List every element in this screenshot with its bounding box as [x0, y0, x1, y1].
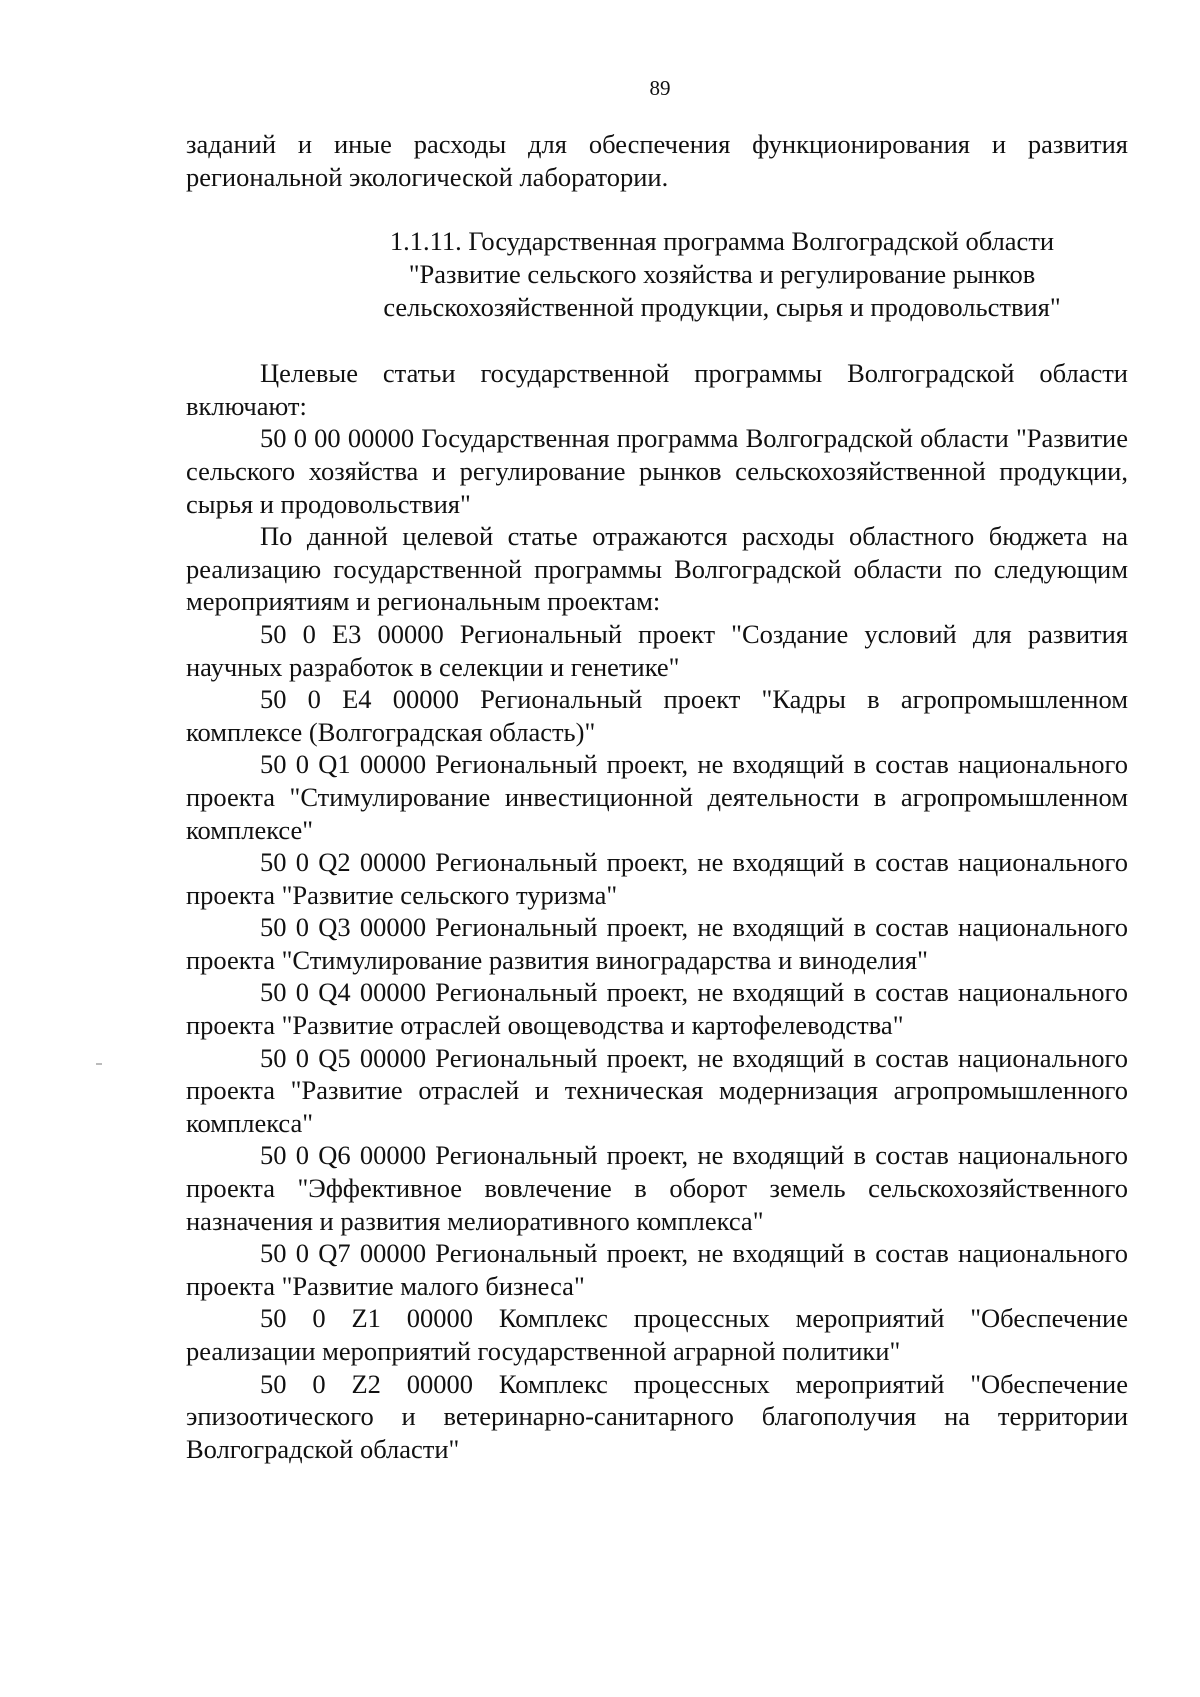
target-article-paragraph: 50 0 Q7 00000 Региональный проект, не входящий в состав национального проекта "Развитие малого бизнеса"	[186, 1238, 1128, 1301]
target-article-paragraph: 50 0 Z1 00000 Комплекс процессных мероприятий "Обеспечение реализации мероприятий государственной аграрной политики"	[186, 1303, 1128, 1366]
section-heading-line: "Развитие сельского хозяйства и регулирование рынков	[408, 259, 1036, 290]
target-article-paragraph: 50 0 Z2 00000 Комплекс процессных мероприятий "Обеспечение эпизоотического и ветеринарно-санитарного благополучия на территории Волгоградской области"	[186, 1368, 1128, 1464]
target-article-paragraph: 50 0 Q1 00000 Региональный проект, не входящий в состав национального проекта "Стимулирование инвестиционной деятельности в агропромышленном комплексе"	[186, 749, 1128, 845]
section-heading	[186, 225, 1128, 324]
section-heading-line: 1.1.11. Государственная программа Волгоградской области	[389, 226, 1055, 257]
target-article-paragraph: 50 0 Q5 00000 Региональный проект, не входящий в состав национального проекта "Развитие отраслей и техническая модернизация агропромышленного комплекса"	[186, 1042, 1128, 1138]
target-article-paragraph: 50 0 Q3 00000 Региональный проект, не входящий в состав национального проекта "Стимулирование развития виноградарства и виноделия"	[186, 912, 1128, 975]
scan-margin-mark	[96, 1063, 102, 1065]
page-number: 89	[649, 76, 671, 100]
intro-paragraph: заданий и иные расходы для обеспечения функционирования и развития региональной экологической лаборатории.	[186, 129, 1128, 192]
target-article-paragraph: 50 0 Q6 00000 Региональный проект, не входящий в состав национального проекта "Эффективное вовлечение в оборот земель сельскохозяйственного назначения и развития мелиоративного комплекса"	[186, 1140, 1128, 1236]
body-paragraph: Целевые статьи государственной программы Волгоградской области включают:	[186, 358, 1128, 421]
page-body	[186, 128, 1128, 1465]
target-article-paragraph: 50 0 Q4 00000 Региональный проект, не входящий в состав национального проекта "Развитие отраслей овощеводства и картофелеводства"	[186, 977, 1128, 1041]
target-article-paragraph: 50 0 E4 00000 Региональный проект "Кадры в агропромышленном комплексе (Волгоградская область)"	[186, 684, 1128, 747]
body-paragraph: По данной целевой статье отражаются расходы областного бюджета на реализацию государственной программы Волгоградской области по следующим мероприятиям и региональным проектам:	[186, 521, 1128, 617]
section-heading-line: сельскохозяйственной продукции, сырья и продовольствия"	[383, 292, 1061, 323]
target-article-paragraph: 50 0 Q2 00000 Региональный проект, не входящий в состав национального проекта "Развитие сельского туризма"	[186, 847, 1128, 910]
target-article-paragraph: 50 0 E3 00000 Региональный проект "Создание условий для развития научных разработок в селекции и генетике"	[186, 618, 1128, 682]
target-article-paragraph: 50 0 00 00000 Государственная программа Волгоградской области "Развитие сельского хозяйства и регулирование рынков сельскохозяйственной продукции, сырья и продовольствия"	[186, 423, 1128, 519]
